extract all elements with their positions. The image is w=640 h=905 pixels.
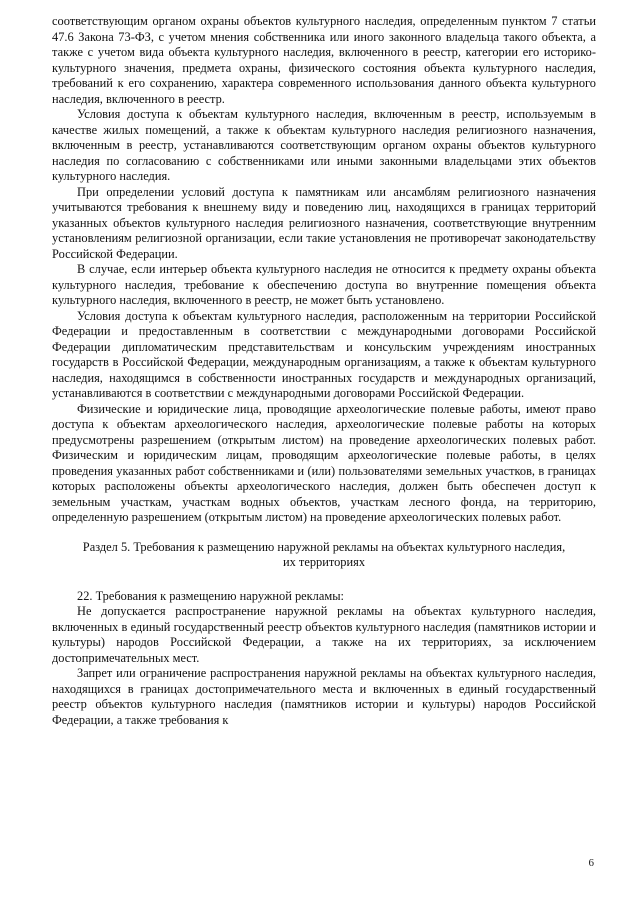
paragraph: Запрет или ограничение распространения наружной рекламы на объектах культурного наследия, находящихся в границах достопримечательного места и включенных в единый государственный реестр объектов культурного наследия (памятников истории и культуры) народов Российской Федерации, а также требования к (52, 666, 596, 727)
paragraph: Не допускается распространение наружной рекламы на объектах культурного наследия, включенных в единый государственный реестр объектов культурного наследия (памятников истории и культуры) народов Российской Федерации, а также на их территориях, за исключением достопримечательных мест. (52, 604, 596, 665)
paragraph-group-top (52, 14, 596, 526)
paragraph: В случае, если интерьер объекта культурного наследия не относится к предмету охраны объекта культурного наследия, требование к обеспечению доступа во внутренние помещения объекта культурного наследия, включенного в реестр, не может быть установлено. (52, 262, 596, 307)
paragraph-group-bottom (52, 589, 596, 729)
page-number: 6 (588, 857, 594, 869)
paragraph: Физические и юридические лица, проводящие археологические полевые работы, имеют право доступа к объектам археологического наследия, археологические полевые работы на которых предусмотрены разрешением (открытым листом) на проведение археологических полевых работ. Физическим и юридическим лицам, проводящим археологические полевые работы, в целях проведения указанных работ собственниками и (или) пользователями земельных участков, в границах которых расположены объекты археологического наследия, должен быть обеспечен доступ к земельным участкам, участкам водных объектов, участкам лесного фонда, на территорию, определенную разрешением (открытым листом) на проведение археологических полевых работ. (52, 401, 596, 524)
document-body (52, 14, 596, 728)
paragraph: соответствующим органом охраны объектов культурного наследия, определенным пунктом 7 статьи 47.6 Закона 73-ФЗ, с учетом мнения собственника или иного законного владельца такого объекта, а также с учетом вида объекта культурного наследия, включенного в реестр, категории его историко-культурного значения, предмета охраны, физического состояния объекта культурного наследия, требований к его сохранению, характера современного использования данного объекта культурного наследия, включенного в реестр. (52, 14, 596, 106)
section-title: Раздел 5. Требования к размещению наружной рекламы на объектах культурного наследия, их территориях (82, 539, 566, 569)
paragraph: При определении условий доступа к памятникам или ансамблям религиозного назначения учитываются требования к внешнему виду и поведению лиц, находящихся в границах территорий указанных объектов культурного наследия религиозного назначения, соответствующие внутренним установлениям религиозной организации, если такие установления не противоречат законодательству Российской Федерации. (52, 184, 596, 261)
paragraph: 22. Требования к размещению наружной рекламы: (77, 588, 344, 603)
paragraph: Условия доступа к объектам культурного наследия, расположенным на территории Российской Федерации и предоставленным в соответствии с международными договорами Российской Федерации дипломатическим представительствам и консульским учреждениям иностранных государств в Российской Федерации, международным организациям, а также к объектам культурного наследия, находящимся в собственности иностранных государств и международных организаций, устанавливаются в соответствии с международными договорами Российской Федерации. (52, 308, 596, 400)
paragraph: Условия доступа к объектам культурного наследия, включенным в реестр, используемым в качестве жилых помещений, а также к объектам культурного наследия религиозного назначения, включенным в реестр, устанавливаются соответствующим органом охраны объектов культурного наследия по согласованию с собственниками или иными законными владельцами этих объектов культурного наследия. (52, 107, 596, 183)
